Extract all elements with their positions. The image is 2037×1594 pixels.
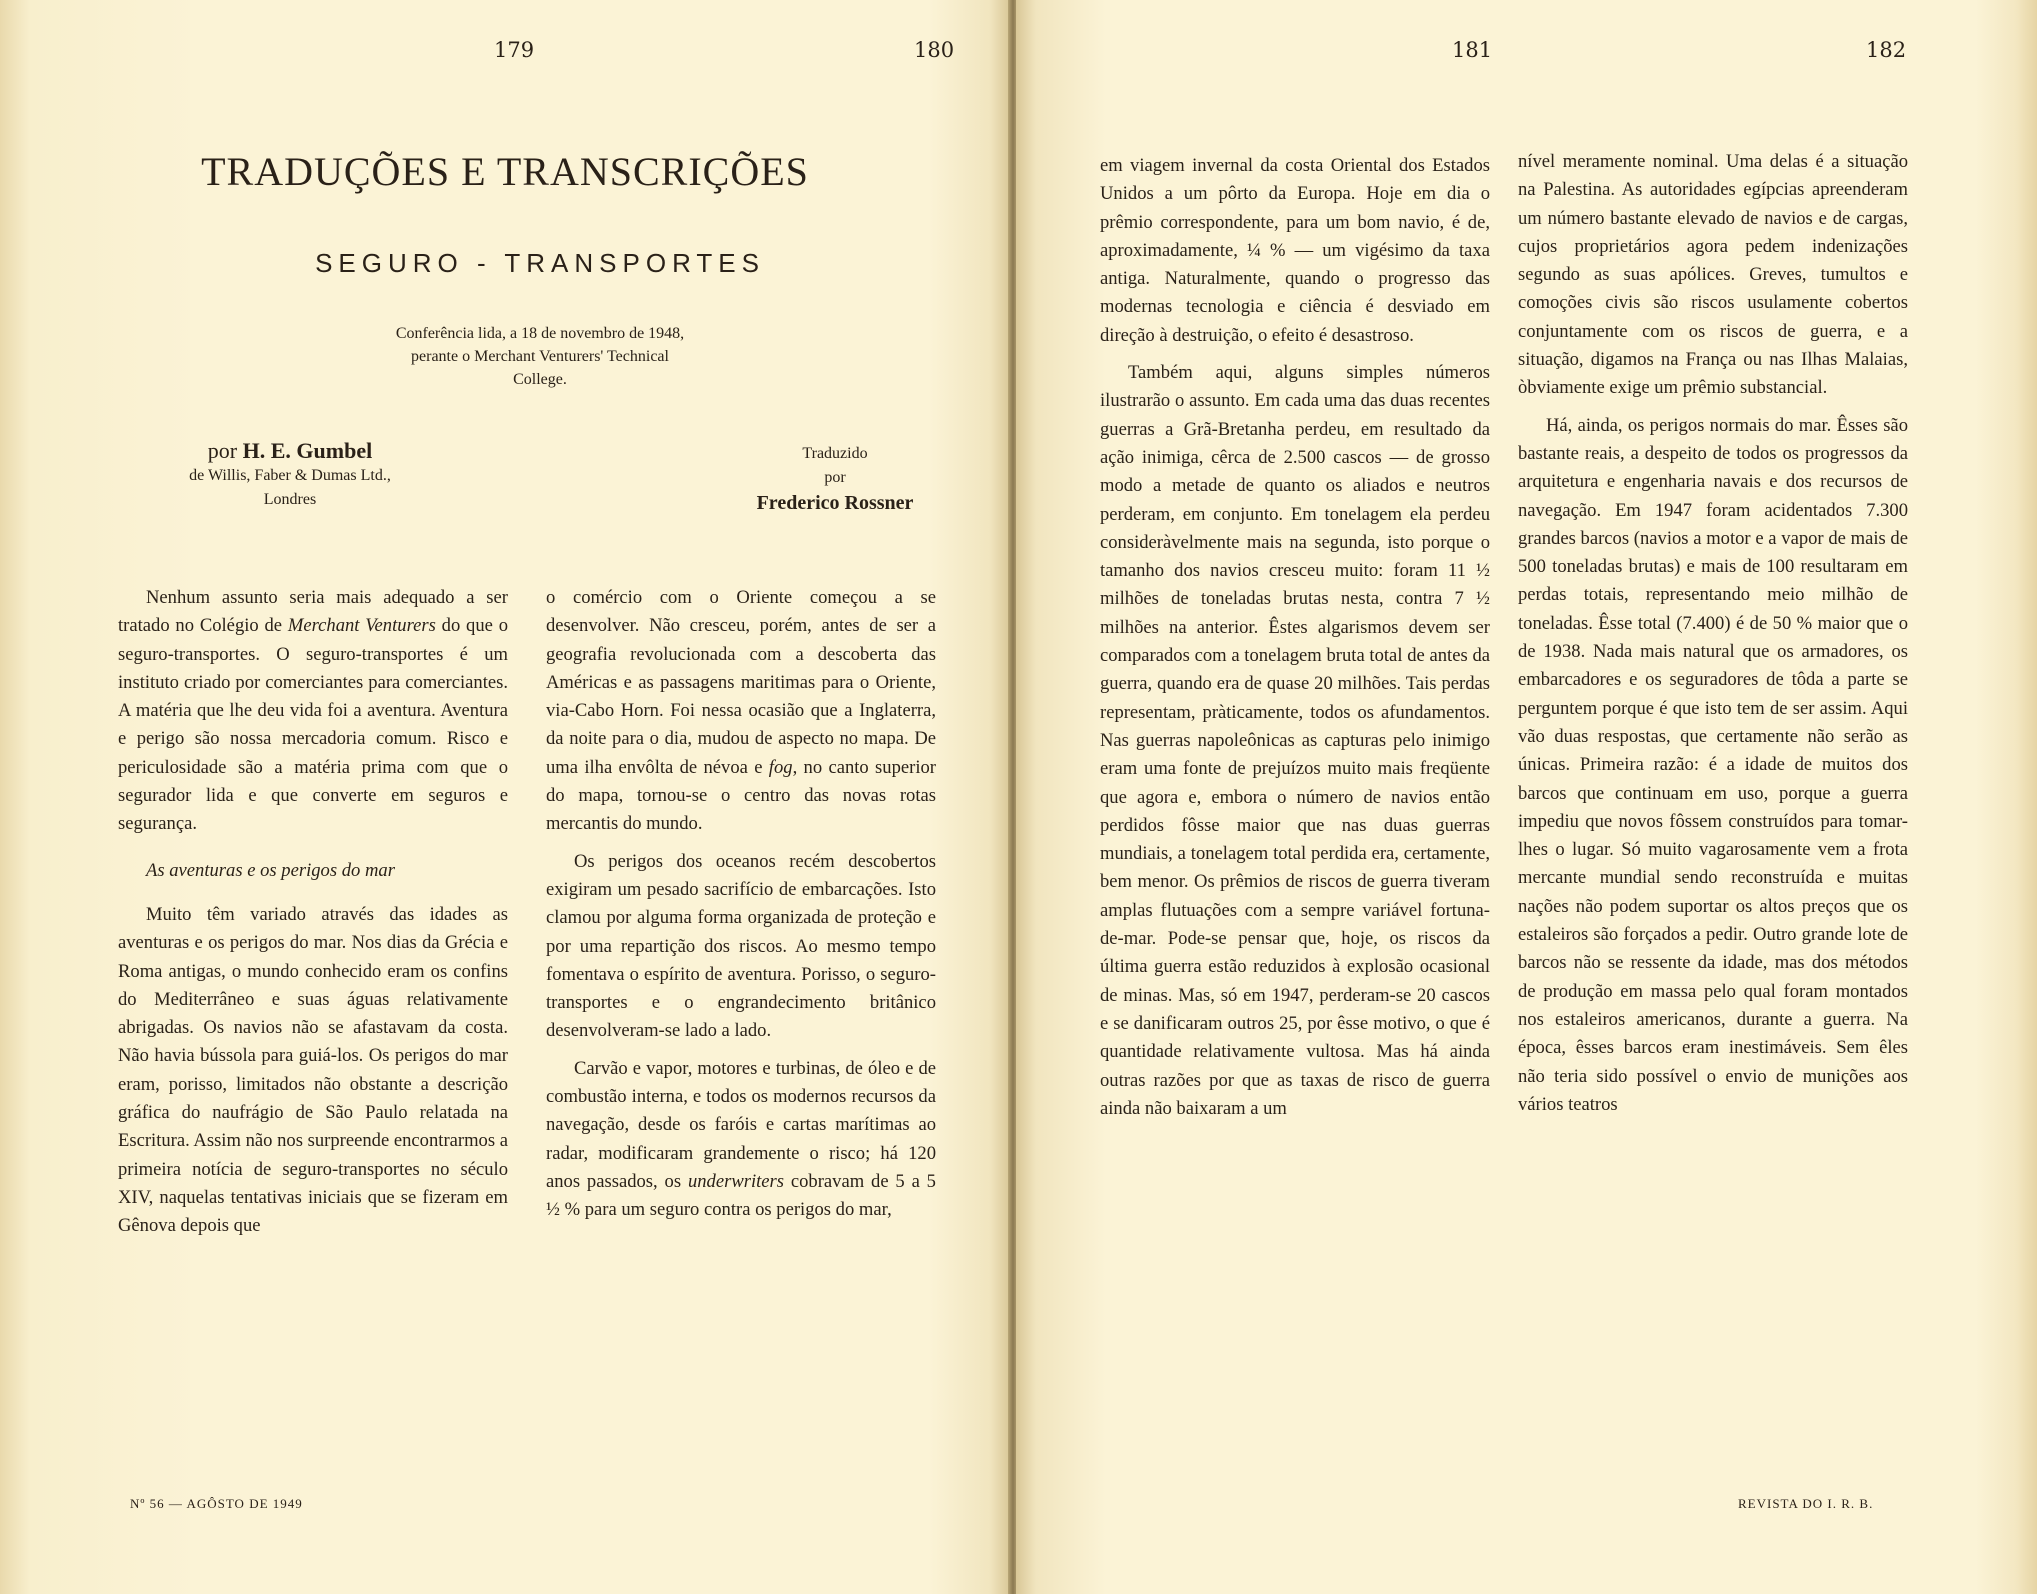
paragraph: nível meramente nominal. Uma delas é a situação na Palestina. As autoridades egípcias apreenderam um número bastante elevado de navios e de cargas, cujos proprietários agora pedem indenizações segundo as suas apólices. Greves, tumultos e comoções civis são riscos usulamente cobertos conjuntamente com os riscos de guerra, e a situação, digamos na França ou nas Ilhas Malaias, òbviamente exige um prêmio substancial. <box>1518 151 1908 399</box>
translator-name: Frederico Rossner <box>756 492 914 514</box>
page-number-180: 180 <box>914 38 955 62</box>
page-number-181: 181 <box>1452 38 1493 62</box>
column-181 <box>1100 152 1490 1123</box>
author-affiliation: de Willis, Faber & Dumas Ltd., <box>189 467 391 484</box>
paragraph: Muito têm variado através das idades as aventuras e os perigos do mar. Nos dias da Grécia e Roma antigas, o mundo conhecido eram os confins do Mediterrâneo e suas águas relativamente abrigadas. Os navios não se afastavam da costa. Não havia bússola para guiá-los. Os perigos do mar eram, porisso, limitados não obstante a descrição gráfica do naufrágio de São Paulo relatada na Escritura. Assim não nos surpreende encontrarmos a primeira notícia de seguro-transportes no século XIV, naquelas tentativas iniciais que se fizeram em Gênova depois que <box>118 903 508 1237</box>
paragraph: Os perigos dos oceanos recém descobertos exigiram um pesado sacrifício de embarcações. Isto clamou por alguma forma organizada de proteção e por uma repartição dos riscos. Ao mesmo tempo fomentava o espírito de aventura. Porisso, o seguro-transportes e o engrandecimento britânico desenvolveram-se lado a lado. <box>546 850 936 1042</box>
paragraph <box>118 584 508 839</box>
column-180 <box>546 584 936 1225</box>
paragraph-text: do que o seguro-transportes. O seguro-transportes é um instituto criado por comerciantes para comerciantes. A matéria que lhe deu vida foi a aventura. Aventura e perigo são nossa mercadoria comum. Risco e periculosidade são a matéria prima com que o segurador lida e que converte em seguros e segurança. <box>118 615 508 835</box>
author-prefix: por <box>207 438 243 463</box>
paragraph-text: cobravam de 5 a 5 ½ % para um seguro contra os perigos do mar, <box>546 1170 936 1221</box>
author-line <box>130 438 450 464</box>
article-title: SEGURO - TRANSPORTES <box>315 248 765 278</box>
left-page <box>0 0 1010 1594</box>
right-page <box>1016 0 2037 1594</box>
page-number-179: 179 <box>494 38 535 62</box>
author-block <box>130 438 450 512</box>
column-179 <box>118 584 508 1241</box>
footer-journal: REVISTA DO I. R. B. <box>1738 1496 1874 1511</box>
translator-label-1: Traduzido <box>802 445 868 462</box>
conference-line-1: Conferência lida, a 18 de novembro de 1948, <box>395 325 685 342</box>
italic-term: fog <box>768 756 793 778</box>
paragraph: Há, ainda, os perigos normais do mar. Êsses são bastante reais, a despeito de todos os progressos da arquitetura e engenharia navais e dos recursos de navegação. Em 1947 foram acidentados 7.300 grandes barcos (navios a motor e a vapor de mais de 500 toneladas brutas) e mais de 100 resultaram em perdas totais, representando meio milhão de toneladas. Êsse total (7.400) é de 50 % maior que o de 1938. Nada mais natural que os armadores, os embarcadores e os seguradores de tôda a parte se perguntem porque é que isto tem de ser assim. Aqui vão duas respostas, que certamente não serão as únicas. Primeira razão: é a idade de muitos dos barcos que continuam em uso, porque a guerra impediu que novos fôssem construídos para tomar-lhes o lugar. Só muito vagarosamente vem a frota mercante mundial sendo reconstruída e muitas nações não podem suportar os altos preços que os estaleiros são forçados a pedir. Outro grande lote de barcos não se ressente da idade, mas dos métodos de produção em massa pelo qual foram montados nos estaleiros americanos, durante a guerra. Na época, êsses barcos eram inestimáveis. Sem êles não teria sido possível o envio de munições aos vários teatros <box>1518 414 1908 1115</box>
page-number-182: 182 <box>1866 38 1907 62</box>
paragraph-text: , no canto superior do mapa, tornou-se o centro das novas rotas mercantis do mundo. <box>546 756 936 835</box>
paragraph-text: Carvão e vapor, motores e turbinas, de óleo e de combustão interna, e todos os modernos recursos da navegação, desde os faróis e cartas marítimas ao radar, modificaram grandemente o risco; há 120 anos passados, os <box>546 1057 936 1192</box>
conference-note <box>290 322 790 391</box>
translator-block <box>720 442 950 515</box>
author-city: Londres <box>263 491 317 508</box>
author-name: H. E. Gumbel <box>242 438 373 463</box>
paragraph: Também aqui, alguns simples números ilustrarão o assunto. Em cada uma das duas recentes guerras a Grã-Bretanha perdeu, em resultado da ação inimiga, cêrca de 2.500 cascos — de grosso modo a metade de quanto os aliados e neutros perderam, em conjunto. Em tonelagem ela perdeu consideràvelmente mais na segunda, isto porque o tamanho dos navios cresceu muito: foram 11 ½ milhões de toneladas brutas nesta, contra 7 ½ milhões na anterior. Êstes algarismos devem ser comparados com a tonelagem bruta total de antes da guerra, quando era de quase 20 milhões. Tais perdas representam, pràticamente, todos os afundamentos. Nas guerras napoleônicas as capturas pelo inimigo eram uma fonte de prejuízos muito mais freqüente que agora e, embora o número de navios então perdidos fôsse maior que nas duas guerras mundiais, a tonelagem total perdida era, certamente, bem menor. Os prêmios de riscos de guerra tiveram amplas flutuações com a sempre variável fortuna-de-mar. Pode-se pensar que, hoje, os riscos da última guerra estão reduzidos à explosão ocasional de minas. Mas, só em 1947, perderam-se 20 cascos e se danificaram outros 25, por êsse motivo, o que é quantidade relativamente vultosa. Mas há ainda outras razões por que as taxas de risco de guerra ainda não baixaram a um <box>1100 362 1490 1119</box>
paragraph: em viagem invernal da costa Oriental dos Estados Unidos a um pôrto da Europa. Hoje em dia o prêmio correspondente, para um bom navio, é de, aproximadamente, ¼ % — um vigésimo da taxa antiga. Naturalmente, quando o progresso das modernas tecnologia e ciência é desviado em direção à destruição, o efeito é desastroso. <box>1100 155 1490 346</box>
paragraph <box>546 584 936 839</box>
paragraph-text: o comércio com o Oriente começou a se desenvolver. Não cresceu, porém, antes de ser a geografia revolucionada com a descoberta das Américas e as passagens maritimas para o Oriente, via-Cabo Horn. Foi nessa ocasião que a Inglaterra, da noite para o dia, mudou de aspecto no mapa. De uma ilha envôlta de névoa e <box>546 587 936 778</box>
italic-term: Merchant Venturers <box>287 615 436 637</box>
italic-term: underwriters <box>687 1170 785 1192</box>
footer-issue: Nº 56 — AGÔSTO DE 1949 <box>130 1496 303 1511</box>
translator-label-2: por <box>824 469 846 486</box>
paragraph <box>546 1055 936 1225</box>
conference-line-2: perante o Merchant Venturers' Technical <box>411 348 669 365</box>
conference-line-3: College. <box>513 371 567 388</box>
section-title: TRADUÇÕES E TRANSCRIÇÕES <box>201 149 809 194</box>
column-182 <box>1518 148 1908 1119</box>
paragraph-text: Nenhum assunto seria mais adequado a ser tratado no Colégio de <box>118 587 508 637</box>
section-heading: As aventuras e os perigos do mar <box>146 859 395 881</box>
